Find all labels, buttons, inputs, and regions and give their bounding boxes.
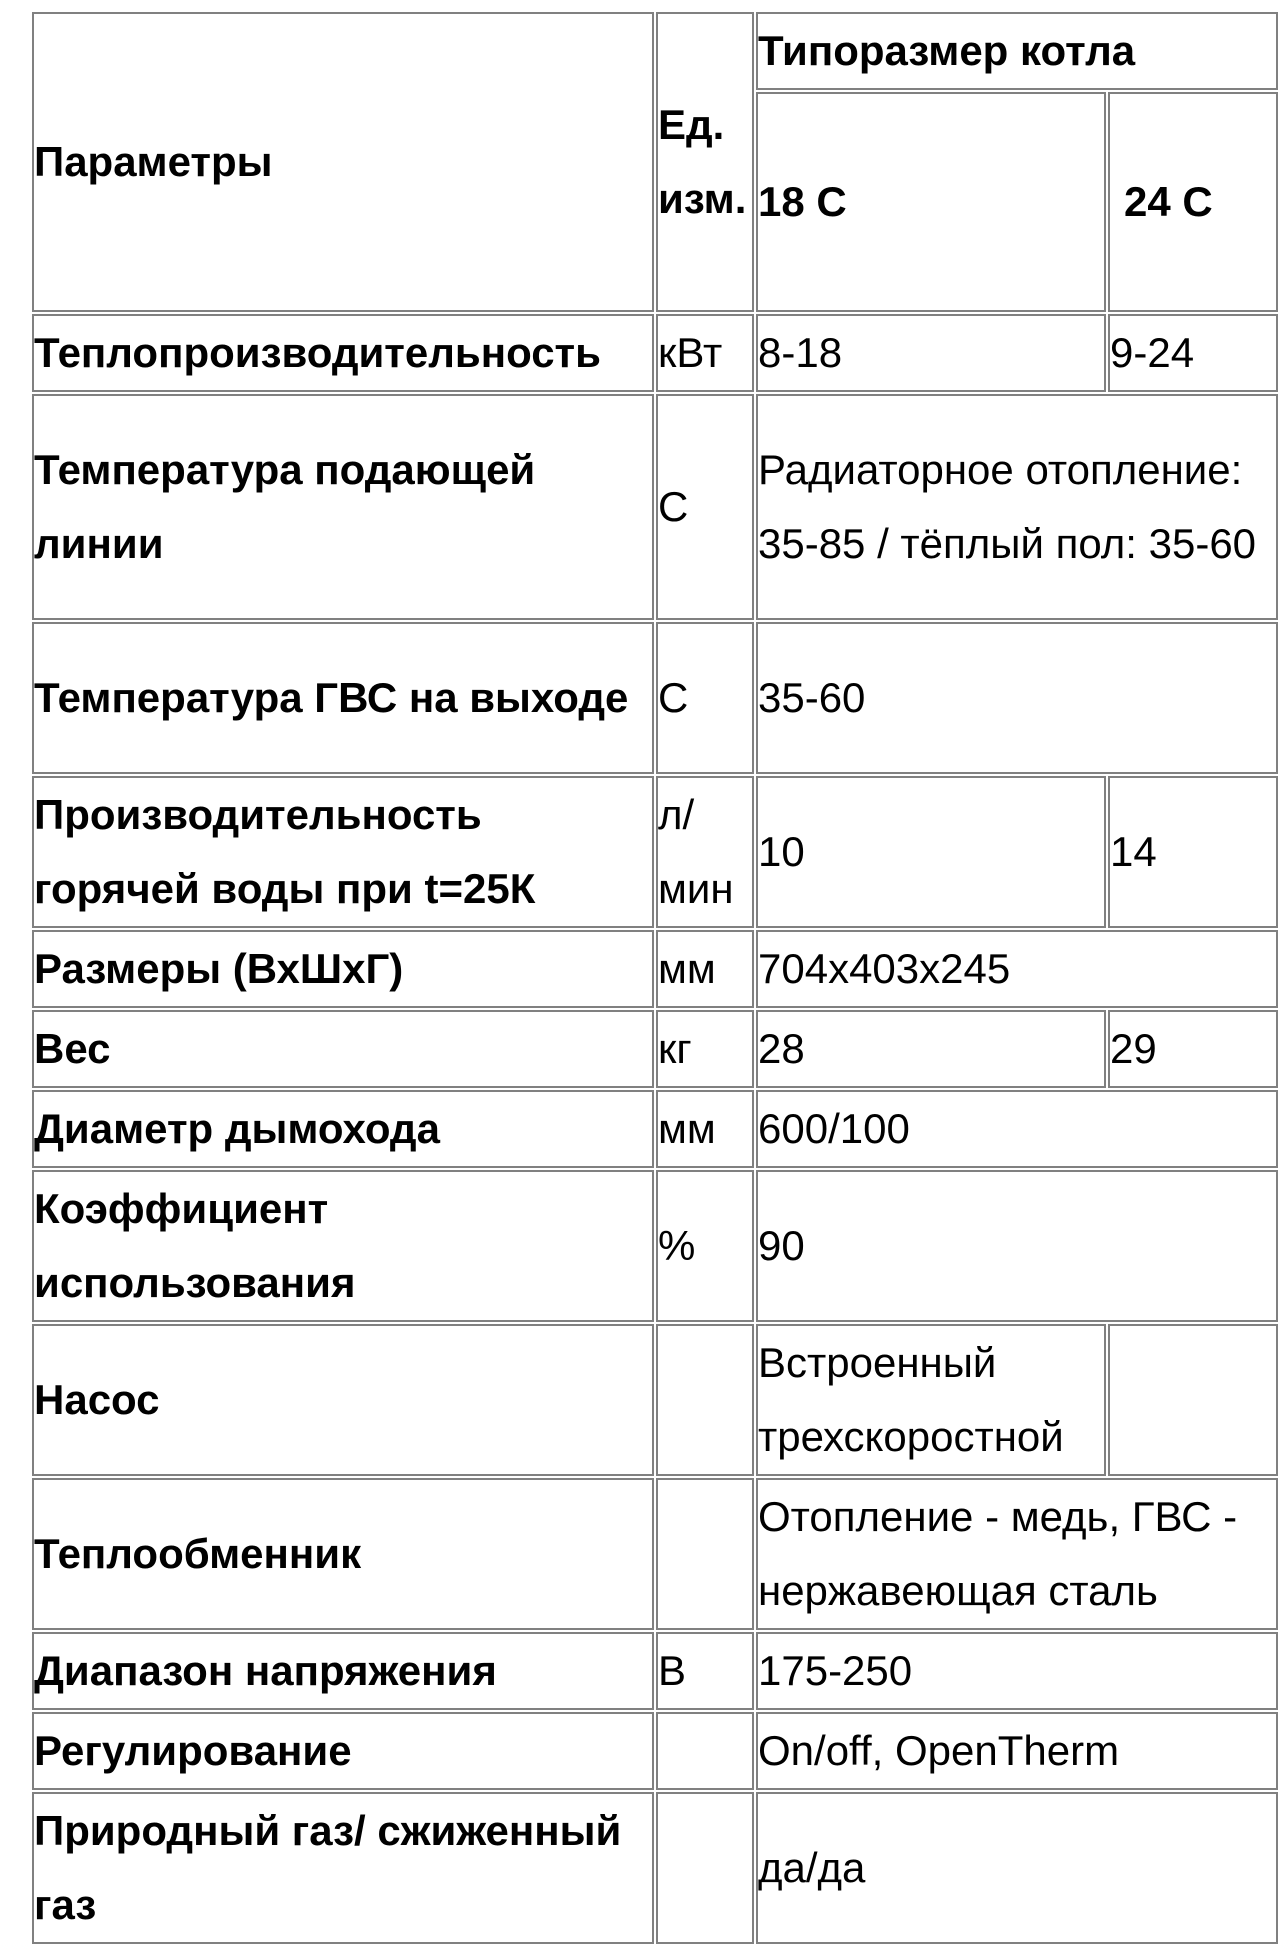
param-cell: Диаметр дымохода — [32, 1090, 654, 1168]
table-row — [32, 1170, 1278, 1322]
table-row — [32, 776, 1278, 928]
header-model-group: Типоразмер котла — [756, 12, 1278, 90]
table-row — [32, 1090, 1278, 1168]
table-row — [32, 622, 1278, 774]
value-cell: 35-60 — [756, 622, 1278, 774]
param-cell: Теплопроизводительность — [32, 314, 654, 392]
param-cell: Теплообменник — [32, 1478, 654, 1630]
header-params: Параметры — [32, 12, 654, 312]
param-cell: Диапазон напряжения — [32, 1632, 654, 1710]
value-cell: 704x403x245 — [756, 930, 1278, 1008]
value-18-cell: 10 — [756, 776, 1106, 928]
unit-cell: С — [656, 394, 754, 620]
table-row — [32, 1324, 1278, 1476]
param-cell: Природный газ/ сжиженный газ — [32, 1792, 654, 1944]
header-row — [32, 12, 1278, 90]
empty-cell — [1108, 1324, 1278, 1476]
param-cell: Регулирование — [32, 1712, 654, 1790]
param-cell: Размеры (ВхШхГ) — [32, 930, 654, 1008]
param-cell: Коэффициент использования — [32, 1170, 654, 1322]
header-model-24: 24 С — [1108, 92, 1278, 312]
table-row — [32, 394, 1278, 620]
param-cell: Насос — [32, 1324, 654, 1476]
table-row — [32, 1010, 1278, 1088]
param-cell: Температура подающей линии — [32, 394, 654, 620]
param-cell: Производительность горячей воды при t=25К — [32, 776, 654, 928]
value-24-cell: 29 — [1108, 1010, 1278, 1088]
value-18-cell: 8-18 — [756, 314, 1106, 392]
unit-cell — [656, 1792, 754, 1944]
value-24-cell: 9-24 — [1108, 314, 1278, 392]
table-row — [32, 1712, 1278, 1790]
param-cell: Вес — [32, 1010, 654, 1088]
table-row — [32, 1478, 1278, 1630]
table-row — [32, 314, 1278, 392]
unit-cell: В — [656, 1632, 754, 1710]
value-cell: On/off, OpenTherm — [756, 1712, 1278, 1790]
param-cell: Температура ГВС на выходе — [32, 622, 654, 774]
unit-cell: кВт — [656, 314, 754, 392]
value-cell: Радиаторное отопление: 35-85 / тёплый пол: 35-60 — [756, 394, 1278, 620]
unit-cell: мм — [656, 1090, 754, 1168]
value-cell: 90 — [756, 1170, 1278, 1322]
value-cell: да/да — [756, 1792, 1278, 1944]
value-cell: Отопление - медь, ГВС - нержавеющая сталь — [756, 1478, 1278, 1630]
unit-cell — [656, 1478, 754, 1630]
boiler-spec-table — [30, 10, 1280, 1946]
value-18-cell: 28 — [756, 1010, 1106, 1088]
unit-cell: мм — [656, 930, 754, 1008]
header-unit: Ед. изм. — [656, 12, 754, 312]
unit-cell: % — [656, 1170, 754, 1322]
unit-cell — [656, 1324, 754, 1476]
unit-cell — [656, 1712, 754, 1790]
table-row — [32, 1792, 1278, 1944]
unit-cell: С — [656, 622, 754, 774]
table-row — [32, 930, 1278, 1008]
value-24-cell: 14 — [1108, 776, 1278, 928]
value-cell: 175-250 — [756, 1632, 1278, 1710]
table-row — [32, 1632, 1278, 1710]
unit-cell: кг — [656, 1010, 754, 1088]
unit-cell: л/мин — [656, 776, 754, 928]
value-cell: 600/100 — [756, 1090, 1278, 1168]
value-18-cell: Встроенный трехскоростной — [756, 1324, 1106, 1476]
header-model-18: 18 С — [756, 92, 1106, 312]
